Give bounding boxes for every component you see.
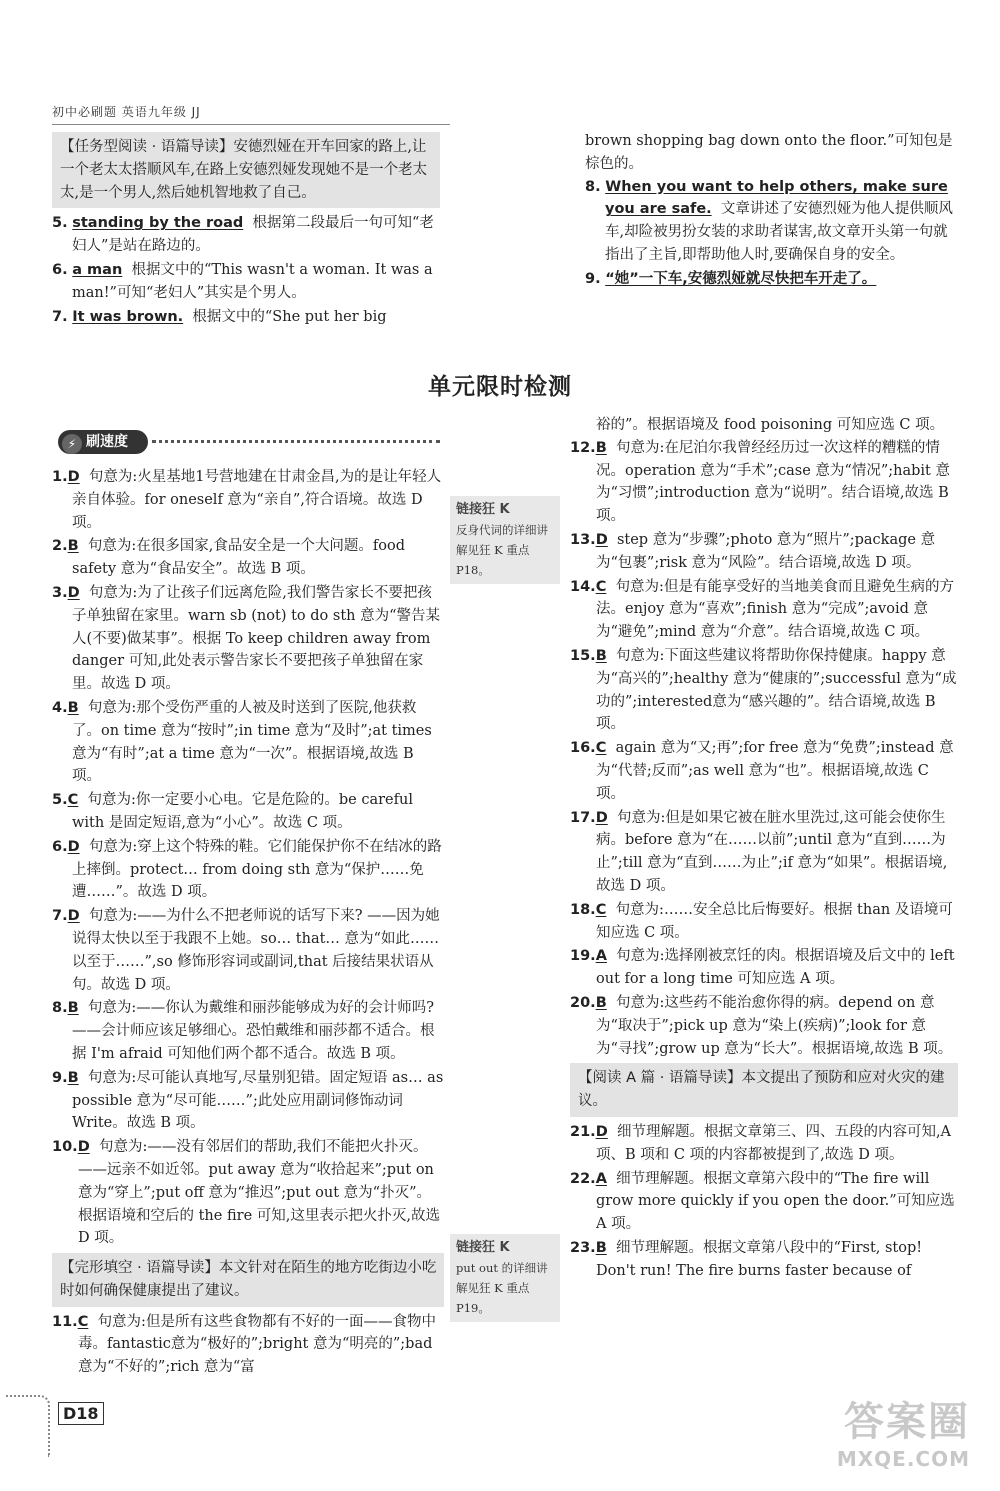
explanation: 句意为:——为什么不把老师说的话写下来? ——因为她说得太快以至于我跟不上她。so… that… 意为“如此……以至于……”,so 修饰形容词或副词,that 后接结果状语从句。故选 D 项。 (72, 908, 440, 993)
explanation: 句意为:你一定要小心电。它是危险的。be careful with 是固定短语,意为“小心”。故选 C 项。 (72, 792, 413, 831)
item-number: 13. (570, 531, 596, 548)
answer-item-6 (52, 259, 440, 305)
answer-letter: B (595, 647, 607, 664)
answer-letter: B (67, 699, 79, 716)
item-number: 2. (52, 538, 68, 555)
answer-letter: C (77, 1313, 89, 1330)
answer-letter: C (595, 901, 607, 918)
item-number: 16. (570, 740, 596, 757)
answer-letter: B (595, 439, 607, 456)
section-title: 单元限时检测 (428, 374, 572, 400)
answer-letter: A (595, 948, 607, 965)
answer-letter: C (67, 792, 79, 809)
speed-header (58, 428, 440, 456)
speed-badge (58, 430, 148, 454)
answer-item (52, 1136, 444, 1250)
answer-item (570, 1168, 958, 1236)
side-note-1 (450, 496, 560, 584)
answer-letter: D (67, 838, 80, 855)
answer-letter: B (67, 538, 79, 555)
item-number: 10. (52, 1139, 78, 1156)
watermark-logo: 答案圈 (844, 1399, 970, 1445)
explanation: 句意为:在尼泊尔我曾经经历过一次这样的糟糕的情况。operation 意为“手术”;case 意为“情况”;habit 意为“习惯”;introduction 意为“说明”。结合语境,故选 B 项。 (596, 439, 950, 525)
top-left-column (52, 132, 440, 329)
item-number: 6. (52, 261, 68, 278)
item-number: 6. (52, 838, 68, 855)
item-number: 12. (570, 439, 596, 456)
answer-text: a man (72, 261, 123, 278)
item-number: 14. (570, 578, 596, 595)
explanation: 句意为:——你认为戴维和丽莎能够成为好的会计师吗? ——会计师应该足够细心。恐怕戴维和丽莎都不适合。根据 I'm afraid 可知他们两个都不适合。故选 B 项。 (72, 1000, 435, 1062)
explanation: 根据文中的“She put her big (192, 308, 387, 325)
explanation: 细节理解题。根据文章第三、四、五段的内容可知,A 项、B 项和 C 项的内容都被提到了,故选 D 项。 (596, 1123, 952, 1163)
explanation: 句意为:——没有邻居们的帮助,我们不能把火扑灭。——远亲不如近邻。put away 意为“收拾起来”;put on 意为“穿上”;put off 意为“推迟”;put out 意为“扑灭”。根据语境和空后的 the fire 可知,这里表示把火扑灭,故选 D 项。 (78, 1139, 440, 1247)
answer-item (52, 466, 444, 534)
answer-letter: D (595, 531, 608, 548)
header-divider (52, 124, 450, 125)
answer-item (52, 836, 444, 904)
explanation: 句意为:火星基地1号营地建在甘肃金昌,为的是让年轻人亲自体验。for oneself 意为“亲自”,符合语境。故选 D 项。 (72, 469, 442, 531)
explanation: step 意为“步骤”;photo 意为“照片”;package 意为“包裹”;risk 意为“风险”。结合语境,故选 D 项。 (596, 531, 936, 571)
answer-item (570, 899, 958, 945)
top-right-column (585, 130, 957, 292)
answer-item (52, 582, 444, 696)
side-note-title: 链接狂 K (456, 502, 510, 517)
explanation: 句意为:这些药不能治愈你得的病。depend on 意为“取决于”;pick up 意为“染上(疾病)”;look for 意为“寻找”;grow up 意为“长大”。根据语境,故选 B 项。 (596, 994, 953, 1057)
answer-letter: B (67, 1069, 79, 1086)
answer-item (570, 437, 958, 528)
box-tag: 【阅读 A 篇 · 语篇导读】 (578, 1070, 742, 1087)
answer-letter: D (67, 469, 80, 485)
side-note-text: put out 的详细讲解见狂 K 重点 P19。 (456, 1261, 548, 1315)
explanation: again 意为“又;再”;for free 意为“免费”;instead 意为“代替;反而”;as well 意为“也”。根据语境,故选 C 项。 (596, 740, 954, 802)
item-number: 18. (570, 901, 596, 918)
box-text: 本文针对在陌生的地方吃街边小吃时如何确保健康提出了建议。 (60, 1260, 437, 1299)
explanation: 句意为:在很多国家,食品安全是一个大问题。food safety 意为“食品安全”。故选 B 项。 (72, 538, 405, 578)
item-number: 3. (52, 584, 68, 601)
explanation: 句意为:尽可能认真地写,尽量别犯错。固定短语 as… as possible 意为“尽可能……”;此处应用副词修饰动词 Write。故选 B 项。 (72, 1069, 444, 1132)
answer-item (570, 576, 958, 644)
item-number: 20. (570, 994, 596, 1011)
item-number: 11. (52, 1313, 78, 1330)
explanation: 句意为:下面这些建议将帮助你保持健康。happy 意为“高兴的”;healthy 意为“健康的”;successful 意为“成功的”;interested意为“感兴趣的”。结合语境,故选 B 项。 (596, 647, 957, 733)
answer-letter: B (67, 1000, 79, 1017)
item-number: 7. (52, 908, 68, 925)
explanation: 文章讲述了安德烈娅为他人提供顺风车,却险被男扮女装的求助者谋害,故文章开头第一句就指出了主旨,即帮助他人时,要确保自身的安全。 (605, 201, 953, 263)
item-number: 22. (570, 1170, 596, 1187)
box-tag: 【任务型阅读 · 语篇导读】 (60, 139, 234, 155)
corner-decoration (6, 1395, 50, 1457)
answer-text: It was brown. (72, 308, 184, 325)
answer-item (570, 1237, 958, 1283)
explanation: 细节理解题。根据文章第六段中的“The fire will grow more quickly if you open the door.”可知应选 A 项。 (596, 1170, 955, 1233)
item-number: 9. (585, 270, 601, 287)
answer-letter: C (595, 578, 607, 595)
reading-a-guide-box (570, 1063, 958, 1117)
box-text: 本文提出了预防和应对火灾的建议。 (578, 1070, 945, 1110)
answer-item (570, 645, 958, 736)
item-number: 1. (52, 469, 68, 485)
answer-text: “她”一下车,安德烈娅就尽快把车开走了。 (605, 270, 877, 287)
answer-item (52, 535, 444, 581)
answer-item (52, 697, 444, 788)
item-number: 8. (585, 178, 601, 195)
main-left-column (52, 466, 444, 1380)
explanation: 句意为:但是如果它被在脏水里洗过,这可能会使你生病。before 意为“在……以前”;until 意为“直到……为止”;till 意为“直到……为止”;if 意为“如果”。根据语境,故选 D 项。 (596, 809, 948, 894)
answer-letter: A (595, 1170, 607, 1187)
answer-letter: D (77, 1139, 90, 1156)
explanation: 根据文中的“This wasn't a woman. It was a man!”可知“老妇人”其实是个男人。 (72, 261, 433, 301)
item-number: 5. (52, 215, 68, 232)
explanation: 句意为:但是所有这些食物都有不好的一面——食物中毒。fantastic意为“极好的”;bright 意为“明亮的”;bad 意为“不好的”;rich 意为“富 (78, 1313, 436, 1376)
lightning-icon: ⚡ (62, 434, 82, 454)
answer-item (570, 737, 958, 805)
answer-item (570, 1121, 958, 1167)
item-number: 4. (52, 699, 68, 716)
item-number: 23. (570, 1239, 596, 1256)
explanation: 句意为:……安全总比后悔要好。根据 than 及语境可知应选 C 项。 (596, 901, 953, 941)
continuation-text: 裕的”。根据语境及 food poisoning 可知应选 C 项。 (596, 417, 945, 433)
watermark (837, 1390, 970, 1471)
answer-item (570, 807, 958, 898)
item-number: 8. (52, 1000, 68, 1017)
answer-item (570, 529, 958, 575)
answer-item (52, 1067, 444, 1135)
page-number: D18 (58, 1402, 104, 1425)
cloze-guide-box (52, 1253, 444, 1307)
answer-letter: D (67, 584, 80, 601)
answer-item-7 (52, 306, 440, 329)
box-text: 安德烈娅在开车回家的路上,让一个老太太搭顺风车,在路上安德烈娅发现她不是一个老太太,是一个男人,然后她机智地救了自己。 (60, 139, 428, 201)
answer-item (52, 905, 444, 996)
answer-letter: D (595, 1123, 608, 1140)
item-number: 7. (52, 308, 68, 325)
item-number: 17. (570, 809, 596, 826)
item-number: 19. (570, 948, 596, 965)
answer-letter: B (595, 1239, 607, 1256)
book-header: 初中必刷题 英语九年级 JJ (52, 105, 201, 119)
explanation: 细节理解题。根据文章第八段中的“First, stop! Don't run! The fire burns faster because of (596, 1239, 923, 1279)
explanation: 句意为:为了让孩子们远离危险,我们警告家长不要把孩子单独留在家里。warn sb (not) to do sth 意为“警告某人(不要)做某事”。根据 To keep children away from danger 可知,此处表示警告家长不要把孩子单独留在家里。故选 D 项。 (72, 584, 441, 693)
answer-letter: B (595, 994, 607, 1011)
explanation: 句意为:选择刚被烹饪的肉。根据语境及后文中的 left out for a long time 可知应选 A 项。 (596, 948, 955, 988)
answer-text: When you want to help others, make sure you are safe. (605, 178, 948, 218)
item-number: 5. (52, 792, 68, 809)
explanation: 句意为:那个受伤严重的人被及时送到了医院,他获救了。on time 意为“按时”;in time 意为“及时”;at times 意为“有时”;at a time 意为“一次”。根据语境,故选 B 项。 (72, 699, 432, 785)
side-note-title: 链接狂 K (456, 1240, 510, 1255)
answer-item-8 (585, 176, 957, 267)
answer-item (52, 997, 444, 1065)
main-right-column (570, 414, 958, 1283)
side-note-text: 反身代词的详细讲解见狂 K 重点 P18。 (456, 523, 548, 577)
answer-item (52, 789, 444, 835)
item-number: 15. (570, 647, 596, 664)
answer-item (52, 1311, 444, 1379)
answer-item (570, 945, 958, 991)
answer-item-5 (52, 212, 440, 258)
answer-item (570, 992, 958, 1060)
box-tag: 【完形填空 · 语篇导读】 (60, 1260, 219, 1277)
answer-letter: D (595, 809, 608, 826)
item-number: 9. (52, 1069, 68, 1086)
task-reading-guide-box (52, 132, 440, 208)
continuation-text: brown shopping bag down onto the floor.”可知包是棕色的。 (585, 133, 953, 172)
explanation: 根据第二段最后一句可知“老妇人”是站在路边的。 (72, 215, 434, 255)
dotted-divider (152, 440, 440, 443)
speed-label: 刷速度 (86, 434, 128, 450)
answer-text: standing by the road (72, 215, 244, 232)
explanation: 句意为:穿上这个特殊的鞋。它们能保护你不在结冰的路上摔倒。protect… from doing sth 意为“保护……免遭……”。故选 D 项。 (72, 838, 442, 901)
answer-letter: C (595, 740, 607, 757)
answer-item-9 (585, 268, 957, 291)
explanation: 句意为:但是有能享受好的当地美食而且避免生病的方法。enjoy 意为“喜欢”;finish 意为“完成”;avoid 意为“避免”;mind 意为“介意”。结合语境,故选 C 项。 (596, 578, 954, 641)
item-number: 21. (570, 1123, 596, 1140)
answer-letter: D (67, 908, 80, 925)
side-note-2 (450, 1234, 560, 1322)
watermark-url: MXQE.COM (836, 1447, 970, 1471)
